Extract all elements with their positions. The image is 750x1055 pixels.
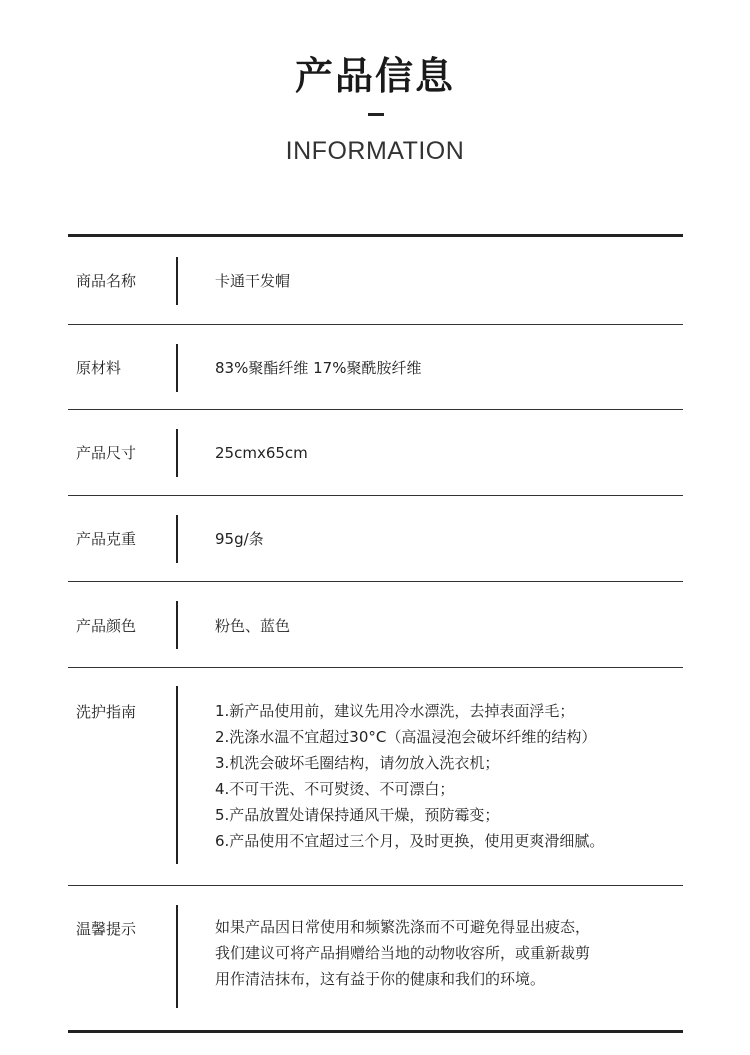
column-separator [176,515,178,563]
text-line: 如果产品因日常使用和频繁洗涤而不可避免得显出疲态， [215,918,591,936]
row-label-material: 原材料 [76,359,122,377]
row-label-name: 商品名称 [76,272,137,290]
row-value-color: 粉色、蓝色 [215,617,291,635]
list-item: 2.洗涤水温不宜超过30°C（高温浸泡会破坏纤维的结构） [215,728,597,746]
row-value-weight: 95g/条 [215,530,264,548]
text-line: 用作清洁抹布，这有益于你的健康和我们的环境。 [215,970,546,988]
row-divider [68,324,683,325]
text-line: 我们建议可将产品捐赠给当地的动物收容所，或重新裁剪 [215,944,591,962]
column-separator [176,429,178,477]
row-value-material: 83%聚酯纤维 17%聚酰胺纤维 [215,359,422,377]
row-divider [68,495,683,496]
page-subtitle: INFORMATION [285,137,465,165]
table-top-border [68,234,683,237]
column-separator [176,905,178,1008]
table-bottom-border [68,1030,683,1033]
row-divider [68,667,683,668]
row-label-size: 产品尺寸 [76,444,137,462]
column-separator [176,257,178,305]
list-item: 3.机洗会破坏毛圈结构，请勿放入洗衣机； [215,754,500,772]
list-item: 6.产品使用不宜超过三个月，及时更换，使用更爽滑细腻。 [215,832,605,850]
row-divider [68,581,683,582]
list-item: 1.新产品使用前，建议先用冷水漂洗，去掉表面浮毛； [215,702,575,720]
row-label-color: 产品颜色 [76,617,137,635]
row-value-name: 卡通干发帽 [215,272,291,290]
row-label-weight: 产品克重 [76,530,137,548]
page-title: 产品信息 [294,54,455,98]
tips-paragraph [215,914,590,992]
list-item: 5.产品放置处请保持通风干燥，预防霉变； [215,806,500,824]
row-label-tips: 温馨提示 [76,920,137,938]
column-separator [176,601,178,649]
row-label-care: 洗护指南 [76,703,137,721]
title-divider [368,113,384,116]
row-divider [68,885,683,886]
care-instructions-list [215,698,604,854]
list-item: 4.不可干洗、不可熨烫、不可漂白； [215,780,455,798]
column-separator [176,344,178,392]
column-separator [176,686,178,864]
row-value-size: 25cmx65cm [215,444,308,462]
row-divider [68,409,683,410]
